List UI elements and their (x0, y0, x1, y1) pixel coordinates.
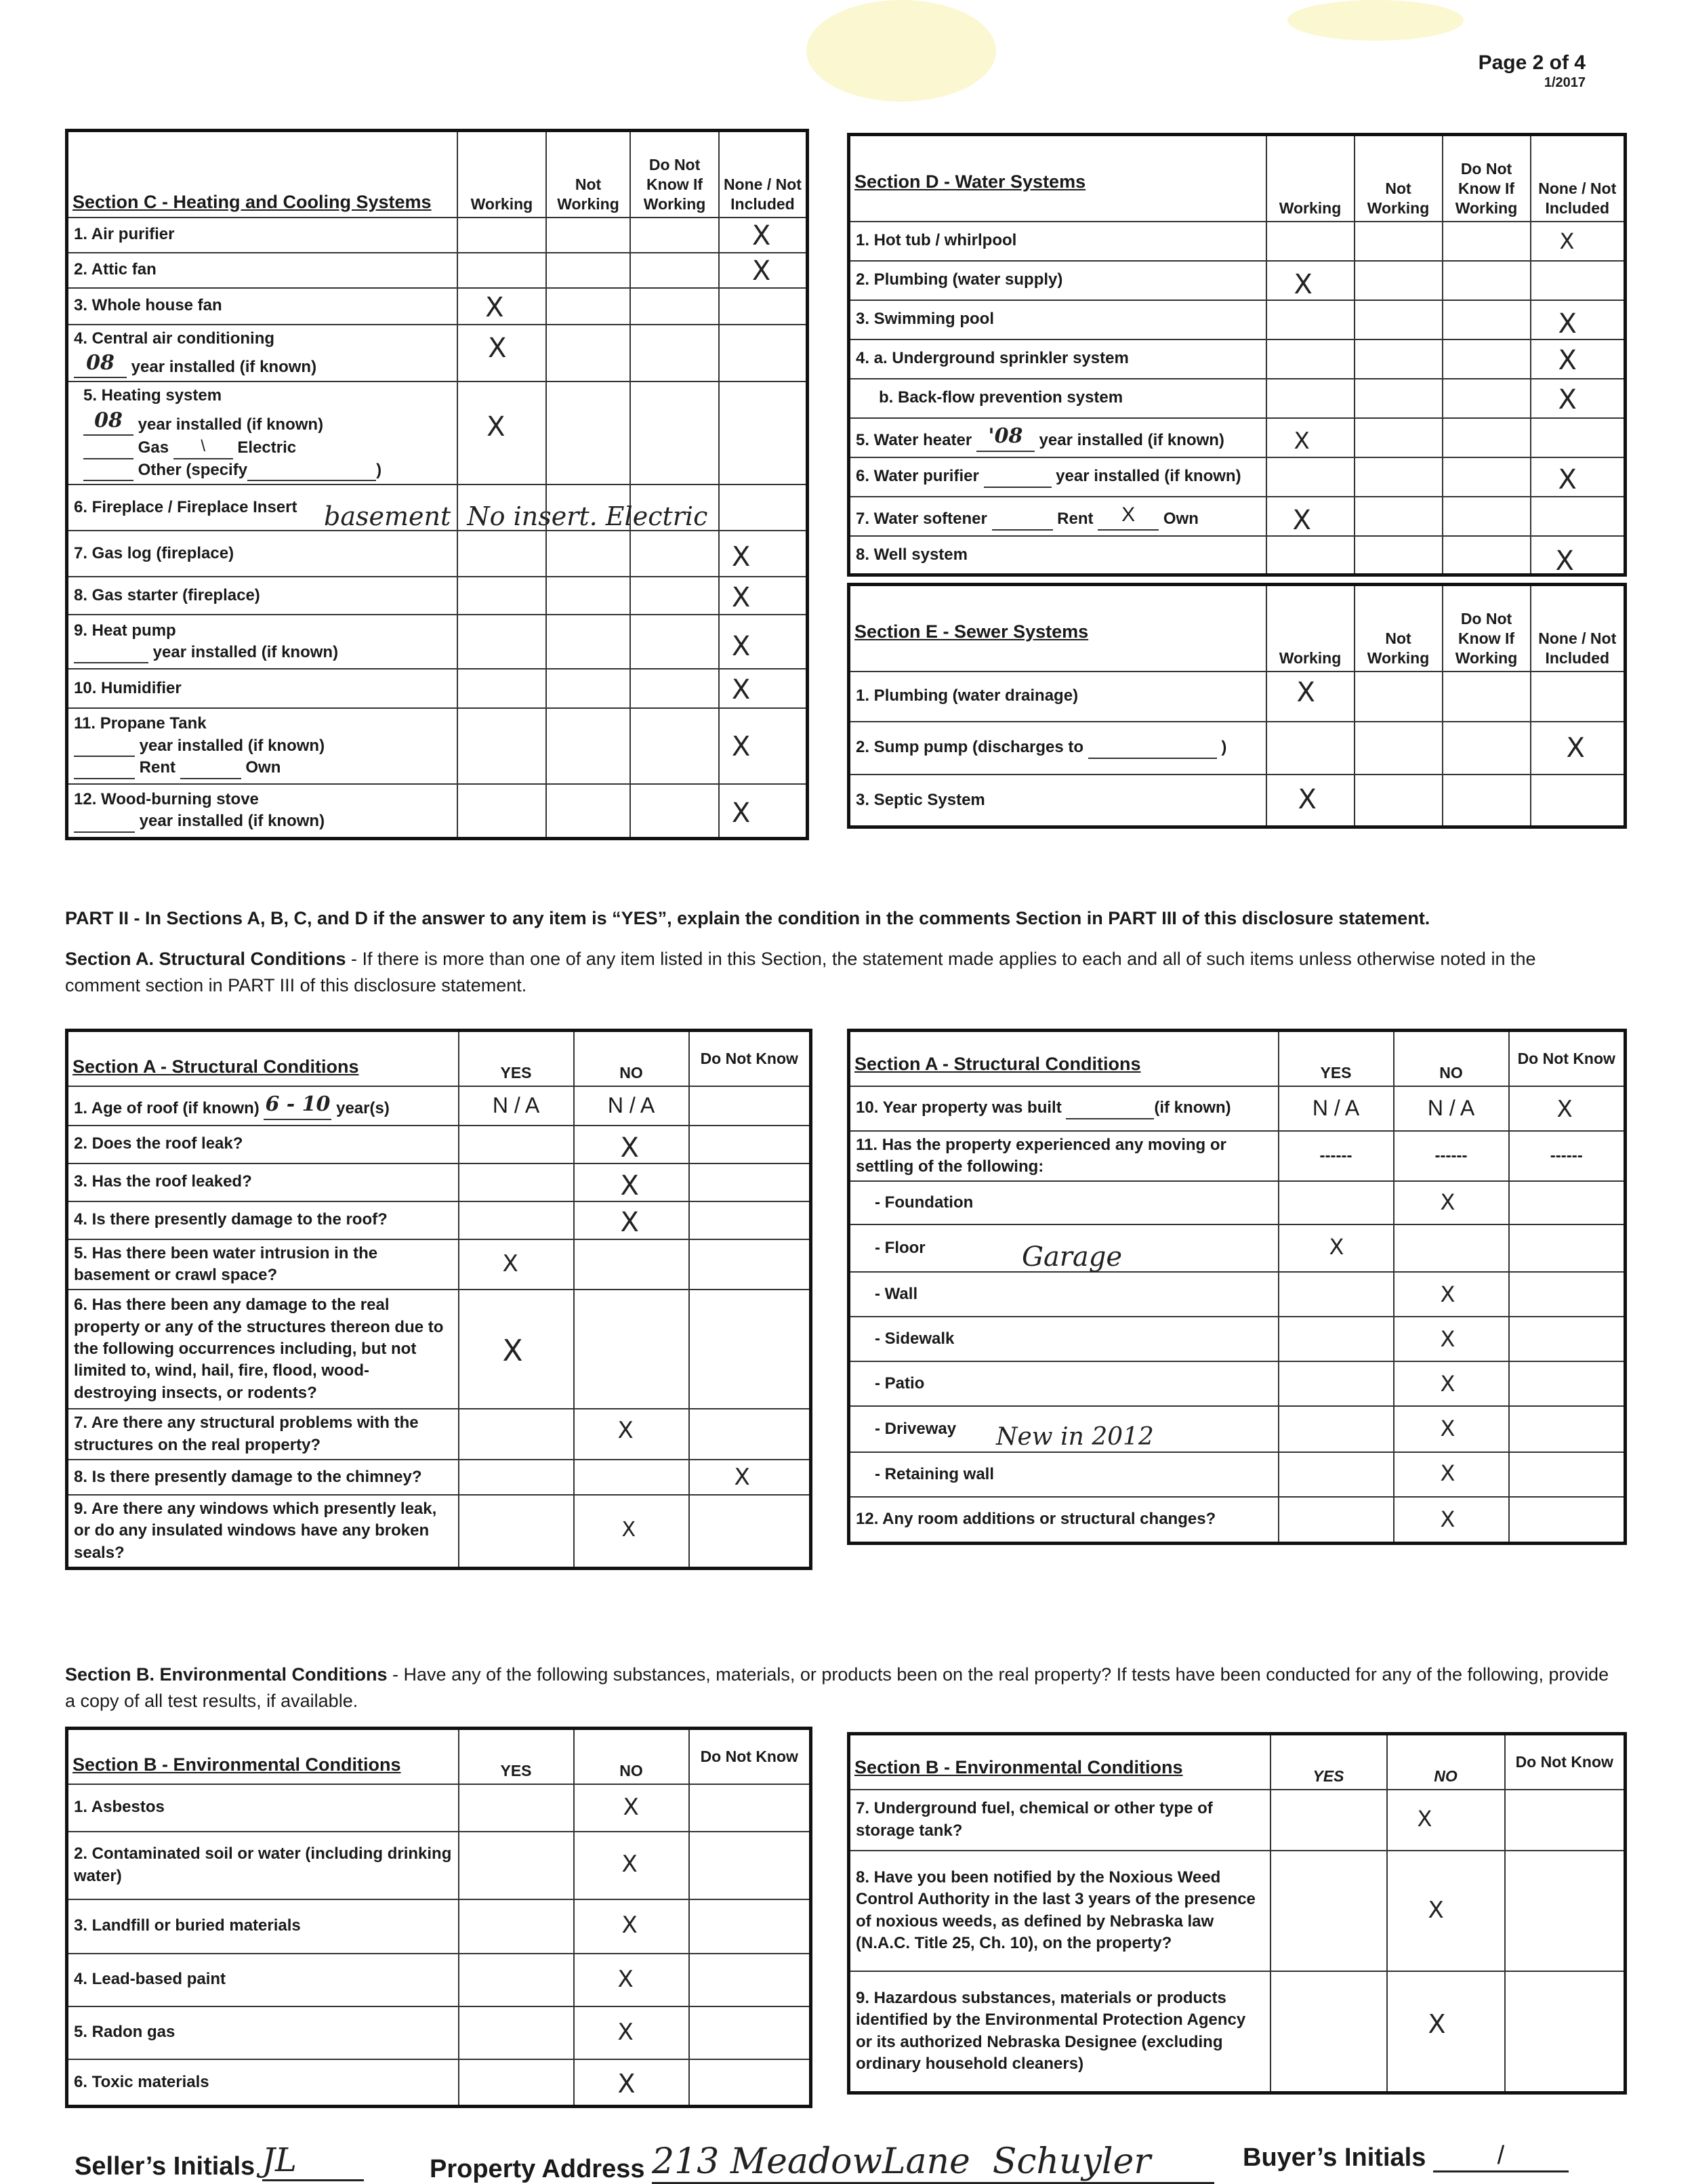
structural-a-table-left: Section A - Structural Conditions YES NO Do Not Know 1. Age of roof (if known) 6 - 10 year(s) N / A N / A 2. Does the roof leak? X 3. Has the roof leaked? X 4. Is there presently damage to the roof? X 5. Has there been water intrusion in the basement or crawl space? X 6. Has there been any damage to the real property or any of the structures thereon due to the following occurrences including, but not limited to, wind, hail, fire, flood, wood-destroying insects, or rodents? X 7. Are there any structural problems with the structures on the real property? X 8. Is there presently damage to the chimney? X 9. Are there any windows which presently leak, or do any insulated windows have any broken seals? X (65, 1029, 812, 1570)
item-asbestos: 1. Asbestos (67, 1784, 459, 1832)
buyer-initials-label: Buyer’s Initials (1243, 2143, 1426, 2172)
check-mark: X (1558, 308, 1577, 339)
item-heating-system: 5. Heating system 08 year installed (if known) Gas \ Electric Other (specify ) (67, 382, 458, 485)
col-no: NO (1387, 1734, 1505, 1790)
check-mark: X (1440, 1281, 1455, 1308)
driveway-handwriting: New in 2012 (996, 1423, 1154, 1451)
environmental-b-title: Section B - Environmental Conditions (849, 1734, 1270, 1790)
structural-a-title: Section A - Structural Conditions (67, 1031, 459, 1086)
item-settling: 11. Has the property experienced any moving or settling of the following: (849, 1131, 1279, 1182)
col-none: None / Not Included (1531, 585, 1626, 672)
check-mark: X (617, 2068, 636, 2099)
item-wood-stove: 12. Wood-burning stove year installed (if known) (67, 784, 458, 838)
environmental-b-table-right (847, 1732, 1627, 2095)
col-not-working: Not Working (1355, 135, 1443, 222)
col-do-not-know: Do Not Know (689, 1729, 811, 1784)
item-noxious-weed: 8. Have you been notified by the Noxious Weed Control Authority in the last 3 years of the presence of noxious weeds, as defined by Nebraska law (N.A.C. Title 25, Ch. 10), on the property? (849, 1851, 1270, 1971)
seller-initials-field: JL (262, 2141, 364, 2181)
highlighter-smudge (1287, 0, 1464, 41)
check-mark: X (1294, 427, 1310, 455)
item-well-system: 8. Well system (849, 536, 1266, 575)
item-fireplace: 6. Fireplace / Fireplace Insert (67, 485, 458, 531)
check-mark: X (623, 1793, 639, 1821)
page-number: Page 2 of 4 1/2017 (1478, 51, 1586, 90)
part2-section-a-text: Section A. Structural Conditions - If there is more than one of any item listed in this Section, the statement made applies to each and all of such items unless otherwise noted in the comment section in PART III of this disclosure statement. (65, 949, 1536, 996)
handwriting: '08 (988, 424, 1023, 449)
check-mark: X (617, 2018, 634, 2046)
check-mark: X (731, 674, 751, 706)
item-roof-leaked: 3. Has the roof leaked? (67, 1163, 459, 1201)
col-do-not-know: Do Not Know (689, 1031, 811, 1086)
check-mark: X (485, 291, 504, 323)
check-mark: X (620, 1206, 639, 1238)
item-humidifier: 10. Humidifier (67, 669, 458, 708)
handwriting: 6 - 10 (265, 1092, 331, 1117)
part2-intro: PART II - In Sections A, B, C, and D if the answer to any item is “YES”, explain the condition in the comments Section in PART III of this disclosure statement. (65, 908, 1430, 928)
environmental-b-title: Section B - Environmental Conditions (67, 1729, 459, 1784)
item-gas-starter: 8. Gas starter (fireplace) (67, 577, 458, 615)
col-yes: YES (459, 1729, 574, 1784)
item-air-purifier: 1. Air purifier (67, 218, 458, 253)
col-working: Working (1266, 135, 1355, 222)
footer (75, 2141, 364, 2181)
col-no: NO (1394, 1031, 1509, 1086)
item-structural-problems: 7. Are there any structural problems with the structures on the real property? (67, 1409, 459, 1460)
item-roof-age: 1. Age of roof (if known) 6 - 10 year(s) (67, 1086, 459, 1126)
check-mark: X (620, 1132, 639, 1163)
item-hazardous: 9. Hazardous substances, materials or products identified by the Environmental Protection Agency or its authorized Nebraska Designee (excluding ordinary household cleaners) (849, 1971, 1270, 2093)
environmental-b-table-left (65, 1727, 812, 2108)
check-mark: X (621, 1911, 638, 1939)
item-water-intrusion: 5. Has there been water intrusion in the basement or crawl space? (67, 1239, 459, 1290)
check-mark: X (617, 1965, 634, 1993)
item-central-air: 4. Central air conditioning 08 year installed (if known) (67, 325, 458, 382)
item-swimming-pool: 3. Swimming pool (849, 300, 1266, 339)
item-whole-house-fan: 3. Whole house fan (67, 288, 458, 325)
col-working: Working (1266, 585, 1355, 672)
buyer-initials-field: / (1433, 2141, 1569, 2172)
col-not-working: Not Working (546, 131, 631, 218)
col-do-not-know: Do Not Know If Working (630, 131, 719, 218)
item-roof-damage: 4. Is there presently damage to the roof? (67, 1201, 459, 1239)
item-attic-fan: 2. Attic fan (67, 253, 458, 288)
col-working: Working (457, 131, 546, 218)
seller-initials-label: Seller’s Initials (75, 2152, 255, 2181)
col-yes: YES (459, 1031, 574, 1086)
check-mark: X (1417, 1805, 1432, 1832)
check-mark: X (1440, 1416, 1455, 1442)
section-c-title: Section C - Heating and Cooling Systems (67, 131, 458, 218)
item-sprinkler: 4. a. Underground sprinkler system (849, 339, 1266, 379)
highlighter-smudge (806, 0, 996, 102)
structural-a-title: Section A - Structural Conditions (849, 1031, 1279, 1086)
part2-section-b-text: Section B. Environmental Conditions - Have any of the following substances, materials, or products been on the real property? If tests have been conducted for any of the following, provide a copy of all test results, if available. (65, 1664, 1609, 1712)
item-water-heater: 5. Water heater '08 year installed (if known) (849, 418, 1266, 457)
property-address-field: 213 MeadowLane Schuyler (652, 2141, 1214, 2184)
check-mark: X (487, 411, 505, 443)
item-gas-log: 7. Gas log (fireplace) (67, 531, 458, 577)
check-mark: X (1558, 463, 1577, 495)
check-mark: X (1558, 384, 1577, 415)
property-address-label: Property Address (430, 2155, 645, 2183)
col-do-not-know: Do Not Know (1505, 1734, 1626, 1790)
item-landfill: 3. Landfill or buried materials (67, 1899, 459, 1954)
check-mark: X (1440, 1189, 1455, 1216)
check-mark: X (1428, 2008, 1446, 2039)
check-mark: X (731, 631, 751, 663)
item-plumbing-supply: 2. Plumbing (water supply) (849, 261, 1266, 300)
check-mark: X (1440, 1326, 1455, 1353)
check-mark: X (1440, 1460, 1455, 1487)
check-mark: X (731, 731, 751, 763)
col-yes: YES (1279, 1031, 1394, 1086)
item-patio: - Patio (849, 1361, 1279, 1406)
check-mark: X (751, 220, 771, 251)
item-windows-leak: 9. Are there any windows which presently leak, or do any insulated windows have any broken seals? (67, 1495, 459, 1569)
check-mark: X (751, 255, 771, 287)
item-septic: 3. Septic System (849, 775, 1266, 827)
check-mark: X (731, 582, 751, 614)
col-none: None / Not Included (719, 131, 808, 218)
form-date: 1/2017 (1544, 75, 1586, 90)
check-mark: X (621, 1850, 638, 1878)
item-contaminated-soil: 2. Contaminated soil or water (including drinking water) (67, 1832, 459, 1899)
item-year-built: 10. Year property was built (if known) (849, 1086, 1279, 1131)
col-no: NO (574, 1031, 689, 1086)
check-mark: X (1329, 1234, 1344, 1260)
check-mark: X (734, 1464, 750, 1491)
check-mark: X (1566, 732, 1585, 764)
item-foundation: - Foundation (849, 1181, 1279, 1224)
item-chimney-damage: 8. Is there presently damage to the chimney? (67, 1460, 459, 1495)
buyer-initials (1243, 2141, 1569, 2172)
item-water-purifier: 6. Water purifier year installed (if known) (849, 457, 1266, 497)
structural-a-table-right: Section A - Structural Conditions YES NO Do Not Know 10. Year property was built (if known) N / A N / A X 11. Has the property experienced any moving or settling of the following: ------ ------ ------ - Foundation X - Floor X - Wall X - Sidewalk X - Patio X - Driveway X - Retaining wall X 12. Any room additions or structural changes? X (847, 1029, 1627, 1545)
check-mark: X (1298, 783, 1317, 815)
item-heat-pump: 9. Heat pump year installed (if known) (67, 615, 458, 669)
col-no: NO (574, 1729, 689, 1784)
check-mark: X (617, 1417, 634, 1445)
check-mark: X (1440, 1506, 1455, 1533)
check-mark: X (502, 1334, 523, 1369)
check-mark: X (1558, 344, 1577, 376)
handwriting: 08 (94, 408, 123, 432)
item-lead-paint: 4. Lead-based paint (67, 1954, 459, 2006)
check-mark: X (1296, 676, 1315, 708)
item-roof-leak: 2. Does the roof leak? (67, 1126, 459, 1163)
item-sidewalk: - Sidewalk (849, 1317, 1279, 1361)
item-sump-pump: 2. Sump pump (discharges to ) (849, 722, 1266, 775)
item-wall: - Wall (849, 1272, 1279, 1317)
check-mark: X (731, 541, 751, 573)
item-retaining-wall: - Retaining wall (849, 1452, 1279, 1497)
item-floor: - Floor (849, 1224, 1279, 1272)
section-c-table (65, 129, 809, 840)
item-room-additions: 12. Any room additions or structural changes? (849, 1497, 1279, 1543)
item-plumbing-drainage: 1. Plumbing (water drainage) (849, 672, 1266, 722)
check-mark: X (1440, 1371, 1455, 1397)
check-mark: X (620, 1170, 639, 1201)
item-backflow: b. Back-flow prevention system (849, 379, 1266, 418)
check-mark: X (1292, 504, 1311, 536)
col-not-working: Not Working (1355, 585, 1443, 672)
col-do-not-know: Do Not Know If Working (1443, 135, 1531, 222)
item-water-softener: 7. Water softener Rent X Own (849, 497, 1266, 536)
col-do-not-know: Do Not Know (1509, 1031, 1626, 1086)
check-mark: X (621, 1518, 636, 1542)
check-mark: X (731, 798, 751, 829)
check-mark: X (1559, 228, 1575, 254)
item-radon: 5. Radon gas (67, 2006, 459, 2059)
col-none: None / Not Included (1531, 135, 1626, 222)
check-mark: X (1428, 1896, 1444, 1924)
item-underground-fuel: 7. Underground fuel, chemical or other type of storage tank? (849, 1790, 1270, 1851)
item-hot-tub: 1. Hot tub / whirlpool (849, 222, 1266, 261)
item-driveway: - Driveway (849, 1406, 1279, 1452)
section-d-table (847, 133, 1627, 577)
handwriting: 08 (86, 350, 115, 375)
check-mark: X (502, 1250, 518, 1277)
item-toxic-materials: 6. Toxic materials (67, 2059, 459, 2107)
item-property-damage: 6. Has there been any damage to the real property or any of the structures thereon due to the following occurrences including, but not limited to, wind, hail, fire, flood, wood-destroying insects, or rodents? (67, 1290, 459, 1409)
col-yes: YES (1270, 1734, 1387, 1790)
fireplace-handwriting: basement No insert. Electric (324, 501, 708, 531)
floor-handwriting: Garage (1022, 1241, 1123, 1273)
section-e-title: Section E - Sewer Systems (849, 585, 1266, 672)
check-mark: X (1555, 545, 1574, 577)
property-address (430, 2141, 1214, 2184)
check-mark: X (488, 332, 507, 364)
check-mark: X (1556, 1095, 1573, 1123)
col-do-not-know: Do Not Know If Working (1443, 585, 1531, 672)
check-mark: X (1294, 268, 1313, 300)
section-e-table (847, 583, 1627, 829)
item-propane-tank: 11. Propane Tank year installed (if known) Rent Own (67, 708, 458, 784)
section-d-title: Section D - Water Systems (849, 135, 1266, 222)
